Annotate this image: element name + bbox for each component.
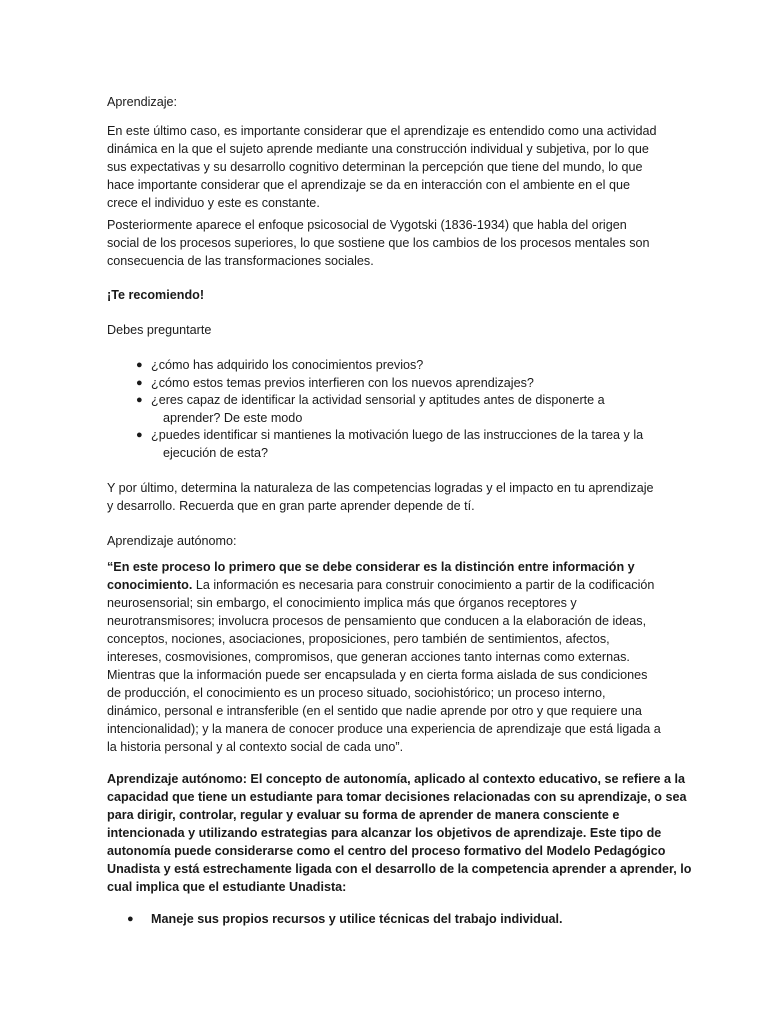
paragraph-line: social de los procesos superiores, lo que sostiene que los cambios de los procesos mentales son: [107, 236, 650, 250]
list-item: [136, 357, 671, 375]
quote-line: neurosensorial; sin embargo, el conocimiento implica más que órganos receptores y: [107, 596, 577, 610]
quote-line: dinámico, personal e intransferible (en el sentido que nadie aprende por otro y que requiere una: [107, 704, 642, 718]
questions-list: [136, 357, 671, 462]
quote-line: intereses, cosmovisiones, compromisos, que generan acciones tanto internas como externas.: [107, 650, 630, 664]
paragraph-line: dinámica en la que el sujeto aprende mediante una construcción individual y subjetiva, por lo que: [107, 142, 649, 156]
list-item-text: ¿puedes identificar si mantienes la motivación luego de las instrucciones de la tarea y la: [151, 428, 644, 442]
list-item-continuation: ejecución de esta?: [163, 445, 269, 460]
paragraph-line: sus expectativas y su desarrollo cognitivo determinan la percepción que tiene del mundo, lo que: [107, 160, 643, 174]
list-item: [136, 427, 671, 462]
paragraph-line: Posteriormente aparece el enfoque psicosocial de Vygotski (1836-1934) que habla del origen: [107, 218, 627, 232]
paragraph-line: crece el individuo y este es constante.: [107, 196, 320, 210]
list-item-text: ¿cómo estos temas previos interfieren con los nuevos aprendizajes?: [151, 375, 534, 390]
quote-line: de producción, el conocimiento es un proceso situado, sociohistórico; un proceso interno,: [107, 686, 606, 700]
paragraph-3: [107, 479, 663, 515]
bullet-icon: ●: [136, 376, 143, 389]
list-item-text: ¿cómo has adquirido los conocimientos previos?: [151, 358, 424, 372]
paragraph-2: [107, 216, 663, 270]
heading-aprendizaje: [107, 93, 663, 111]
quote-line: neurotransmisores; involucra procesos de pensamiento que conducen a la elaboración de ideas,: [107, 614, 647, 628]
paragraph-line: Unadista y está estrechamente ligada con el desarrollo de la competencia aprender a aprender, lo: [107, 862, 692, 876]
list-item: [136, 392, 671, 427]
final-list: [127, 911, 671, 929]
paragraph-1: [107, 122, 663, 212]
quote-line: conceptos, nociones, asociaciones, proposiciones, pero también de sentimientos, afectos,: [107, 632, 610, 646]
list-item: [136, 375, 671, 393]
paragraph-line: Aprendizaje autónomo: El concepto de autonomía, aplicado al contexto educativo, se refiere a la: [107, 772, 686, 786]
bullet-icon: ●: [136, 359, 143, 371]
quote-line: Mientras que la información puede ser encapsulada y en cierta forma aislada de sus condiciones: [107, 668, 648, 682]
ask-heading: [107, 321, 663, 339]
list-item-text: ¿eres capaz de identificar la actividad sensorial y aptitudes antes de disponerte a: [151, 393, 605, 407]
paragraph-line: capacidad que tiene un estudiante para tomar decisiones relacionadas con su aprendizaje, o sea: [107, 790, 687, 804]
quote-line-bold: conocimiento.: [107, 578, 193, 592]
paragraph-line: Y por último, determina la naturaleza de las competencias logradas y el impacto en tu aprendizaje: [107, 481, 654, 495]
list-item: [127, 911, 671, 929]
recommend-heading: [107, 286, 663, 304]
bullet-icon: ●: [136, 394, 143, 406]
heading-aprendizaje-autonomo: [107, 532, 663, 550]
paragraph-line: autonomía puede considerarse como el centro del proceso formativo del Modelo Pedagógico: [107, 844, 666, 858]
quote-line: La información es necesaria para construir conocimiento a partir de la codificación: [195, 578, 655, 592]
ask-text: Debes preguntarte: [107, 323, 212, 337]
heading-text: Aprendizaje autónomo:: [107, 534, 237, 548]
bullet-icon: ●: [127, 913, 134, 925]
quote-line-bold: “En este proceso lo primero que se debe considerar es la distinción entre información y: [107, 560, 635, 574]
list-item-continuation: aprender? De este modo: [163, 410, 303, 425]
recommend-text: ¡Te recomiendo!: [107, 288, 205, 302]
paragraph-line: y desarrollo. Recuerda que en gran parte aprender depende de tí.: [107, 499, 475, 513]
paragraph-line: En este último caso, es importante considerar que el aprendizaje es entendido como una actividad: [107, 124, 657, 138]
paragraph-line: cual implica que el estudiante Unadista:: [107, 880, 347, 894]
quote-line: intencionalidad); y la manera de conocer produce una experiencia de aprendizaje que está ligada a: [107, 722, 661, 736]
paragraph-4: [107, 770, 692, 896]
paragraph-line: hace importante considerar que el aprendizaje se da en interacción con el ambiente en el que: [107, 178, 630, 192]
bullet-icon: ●: [136, 429, 143, 441]
quote-block: [107, 558, 663, 756]
paragraph-line: consecuencia de las transformaciones sociales.: [107, 254, 374, 268]
list-item-text: Maneje sus propios recursos y utilice técnicas del trabajo individual.: [151, 912, 563, 926]
quote-line: la historia personal y al contexto social de cada uno”.: [107, 740, 404, 754]
heading-text: Aprendizaje:: [107, 95, 178, 109]
paragraph-line: intencionada y utilizando estrategias para alcanzar los objetivos de aprendizaje. Este tipo de: [107, 826, 662, 840]
paragraph-line: para dirigir, controlar, regular y evaluar su forma de aprender de manera consciente e: [107, 808, 620, 822]
